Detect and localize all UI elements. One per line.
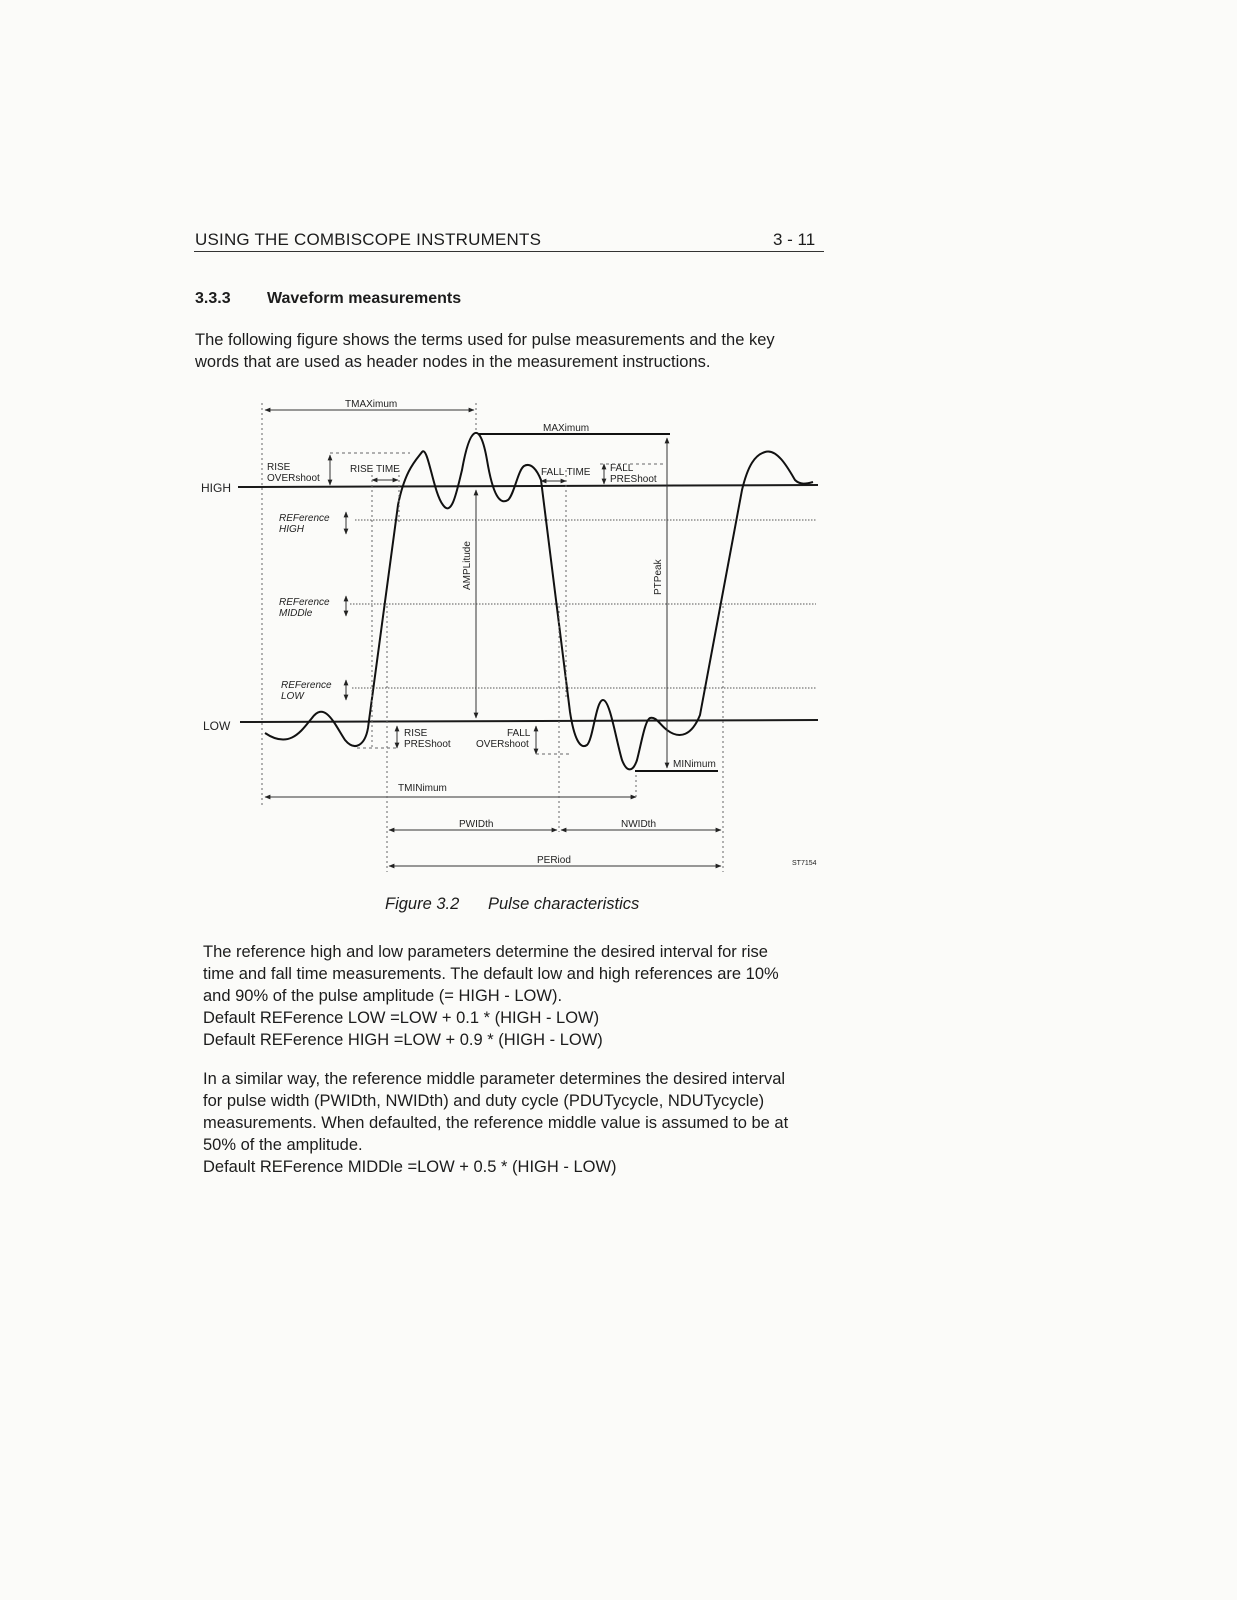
figure-code: ST7154 — [792, 860, 817, 867]
period-label: PERiod — [537, 855, 571, 866]
low-level-line — [240, 720, 818, 722]
ref-high-label-1: REFerence — [279, 513, 330, 524]
rise-overshoot-label-1: RISE — [267, 462, 291, 473]
middle-reference-paragraph — [203, 1068, 788, 1178]
high-label: HIGH — [201, 481, 231, 495]
paragraph-line: for pulse width (PWIDth, NWIDth) and duty cycle (PDUTycycle, NDUTycycle) — [203, 1092, 765, 1110]
intro-line: The following figure shows the terms used for pulse measurements and the key — [195, 331, 775, 349]
rise-preshoot-label-1: RISE — [404, 728, 428, 739]
paragraph-line: and 90% of the pulse amplitude (= HIGH - LOW). — [203, 987, 563, 1005]
paragraph-line: time and fall time measurements. The default low and high references are 10% — [203, 965, 779, 983]
paragraph-line: In a similar way, the reference middle parameter determines the desired interval — [203, 1070, 786, 1088]
ptpeak-label: PTPeak — [653, 559, 664, 595]
paragraph-line: Default REFerence HIGH =LOW + 0.9 * (HIGH - LOW) — [203, 1031, 603, 1049]
paragraph-line: Default REFerence LOW =LOW + 0.1 * (HIGH - LOW) — [203, 1009, 600, 1027]
ref-middle-label-1: REFerence — [279, 597, 330, 608]
maximum-label: MAXimum — [543, 423, 590, 434]
running-header-title: USING THE COMBISCOPE INSTRUMENTS — [195, 230, 542, 249]
paragraph-line: Default REFerence MIDDle =LOW + 0.5 * (HIGH - LOW) — [203, 1158, 617, 1176]
ref-low-label-2: LOW — [281, 691, 304, 702]
intro-line: words that are used as header nodes in the measurement instructions. — [195, 353, 711, 371]
fall-overshoot-label-1: FALL — [507, 728, 531, 739]
page-number: 3 - 11 — [773, 230, 816, 249]
high-level-line — [238, 485, 818, 487]
rise-time-label: RISE TIME — [350, 464, 400, 475]
fall-overshoot-label-2: OVERshoot — [476, 739, 529, 750]
fall-time-label: FALL TIME — [541, 467, 591, 478]
minimum-label: MINimum — [673, 759, 716, 770]
fall-preshoot-label-2: PREShoot — [610, 474, 657, 485]
amplitude-label: AMPLitude — [462, 541, 473, 590]
ref-low-label-1: REFerence — [281, 680, 332, 691]
figure-caption-number: Figure 3.2 — [385, 895, 460, 913]
fall-preshoot-label-1: FALL — [610, 463, 634, 474]
section-title: Waveform measurements — [267, 290, 462, 307]
nwidth-label: NWIDth — [621, 819, 656, 830]
low-label: LOW — [203, 719, 231, 733]
section-number: 3.3.3 — [195, 290, 231, 307]
rise-overshoot-label-2: OVERshoot — [267, 473, 320, 484]
pulse-waveform — [265, 433, 813, 770]
pwidth-label: PWIDth — [459, 819, 494, 830]
paragraph-line: The reference high and low parameters determine the desired interval for rise — [203, 943, 768, 961]
figure-caption-title: Pulse characteristics — [488, 895, 640, 913]
rise-preshoot-label-2: PREShoot — [404, 739, 451, 750]
tminimum-label: TMINimum — [398, 783, 447, 794]
ref-high-label-2: HIGH — [279, 524, 304, 535]
reference-paragraph — [203, 941, 779, 1051]
tmaximum-label: TMAXimum — [345, 399, 398, 410]
paragraph-line: 50% of the amplitude. — [203, 1136, 363, 1154]
paragraph-line: measurements. When defaulted, the reference middle value is assumed to be at — [203, 1114, 789, 1132]
ref-middle-label-2: MIDDle — [279, 608, 313, 619]
